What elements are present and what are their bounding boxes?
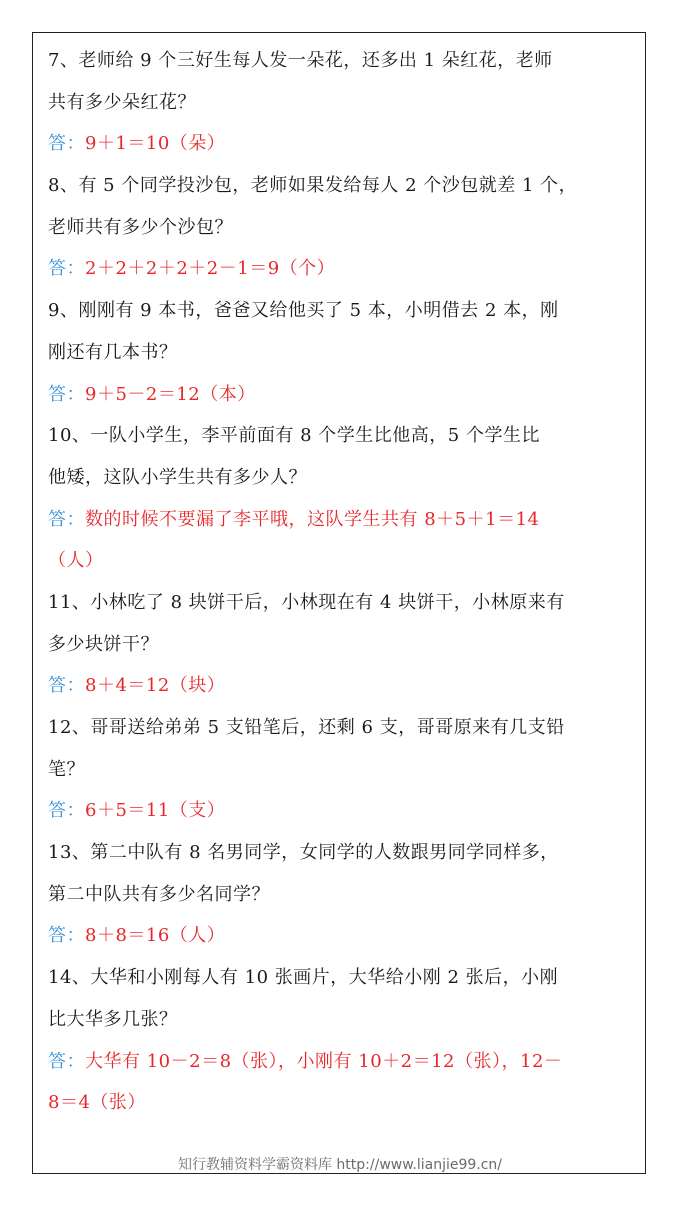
answer-label: 答： — [48, 800, 85, 822]
answer-label: 答： — [48, 383, 85, 405]
answer-label: 答： — [48, 1050, 85, 1072]
answer-7-text: 9＋1＝10（朵） — [85, 133, 226, 155]
answer-10 — [48, 499, 640, 541]
answer-7 — [48, 123, 640, 165]
answer-10-text: 数的时候不要漏了李平哦，这队学生共有 8＋5＋1＝14 — [85, 508, 540, 530]
question-block-13 — [48, 832, 640, 957]
question-block-8 — [48, 165, 640, 290]
answer-10-continuation: （人） — [48, 550, 104, 572]
answer-label: 答： — [48, 508, 85, 530]
answer-14 — [48, 1041, 640, 1083]
question-12-line-1: 12、哥哥送给弟弟 5 支铅笔后，还剩 6 支，哥哥原来有几支铅 — [48, 717, 565, 738]
question-13-line-1: 13、第二中队有 8 名男同学，女同学的人数跟男同学同样多， — [48, 842, 559, 864]
answer-8 — [48, 248, 640, 290]
question-10-line-2: 他矮，这队小学生共有多少人？ — [48, 466, 307, 488]
answer-9-text: 9＋5－2＝12（本） — [85, 383, 256, 405]
footer-watermark: 知行教辅资料学霸资料库 http://www.lianjie99.cn/ — [177, 1157, 503, 1173]
answer-12-text: 6＋5＝11（支） — [85, 800, 226, 822]
question-8-line-1: 8、有 5 个同学投沙包，老师如果发给每人 2 个沙包就差 1 个， — [48, 175, 578, 197]
answer-8-text: 2＋2＋2＋2＋2－1＝9（个） — [85, 258, 336, 280]
answer-11-text: 8＋4＝12（块） — [85, 675, 226, 697]
question-9-line-2: 刚还有几本书？ — [48, 341, 178, 363]
question-11-line-1: 11、小林吃了 8 块饼干后，小林现在有 4 块饼干，小林原来有 — [48, 591, 565, 613]
question-block-14 — [48, 957, 640, 1124]
question-14-line-2: 比大华多几张？ — [48, 1008, 178, 1030]
question-block-12 — [48, 707, 640, 832]
question-12-line-2: 笔？ — [48, 758, 85, 780]
answer-12 — [48, 790, 640, 832]
answer-label: 答： — [48, 133, 85, 155]
question-13-line-2: 第二中队共有多少名同学？ — [48, 883, 270, 905]
question-8-line-2: 老师共有多少个沙包？ — [48, 216, 233, 238]
answer-14-continuation: 8＝4（张） — [48, 1092, 146, 1114]
worksheet-content — [48, 40, 640, 1124]
answer-14-text: 大华有 10－2＝8（张），小刚有 10＋2＝12（张），12－ — [85, 1050, 563, 1072]
question-block-9 — [48, 290, 640, 415]
question-10-line-1: 10、一队小学生，李平前面有 8 个学生比他高，5 个学生比 — [48, 425, 540, 447]
question-14-line-1: 14、大华和小刚每人有 10 张画片，大华给小刚 2 张后，小刚 — [48, 967, 559, 989]
question-7-line-2: 共有多少朵红花？ — [48, 91, 196, 113]
answer-label: 答： — [48, 675, 85, 697]
question-9-line-1: 9、刚刚有 9 本书，爸爸又给他买了 5 本，小明借去 2 本，刚 — [48, 300, 559, 322]
question-11-line-2: 多少块饼干？ — [48, 633, 159, 655]
answer-13 — [48, 915, 640, 957]
question-block-11 — [48, 582, 640, 707]
answer-13-text: 8＋8＝16（人） — [85, 925, 226, 947]
answer-label: 答： — [48, 258, 85, 280]
answer-9 — [48, 374, 640, 416]
question-block-10 — [48, 415, 640, 582]
answer-label: 答： — [48, 925, 85, 947]
question-block-7 — [48, 40, 640, 165]
answer-11 — [48, 665, 640, 707]
question-7-line-1: 7、老师给 9 个三好生每人发一朵花，还多出 1 朵红花，老师 — [48, 50, 553, 71]
